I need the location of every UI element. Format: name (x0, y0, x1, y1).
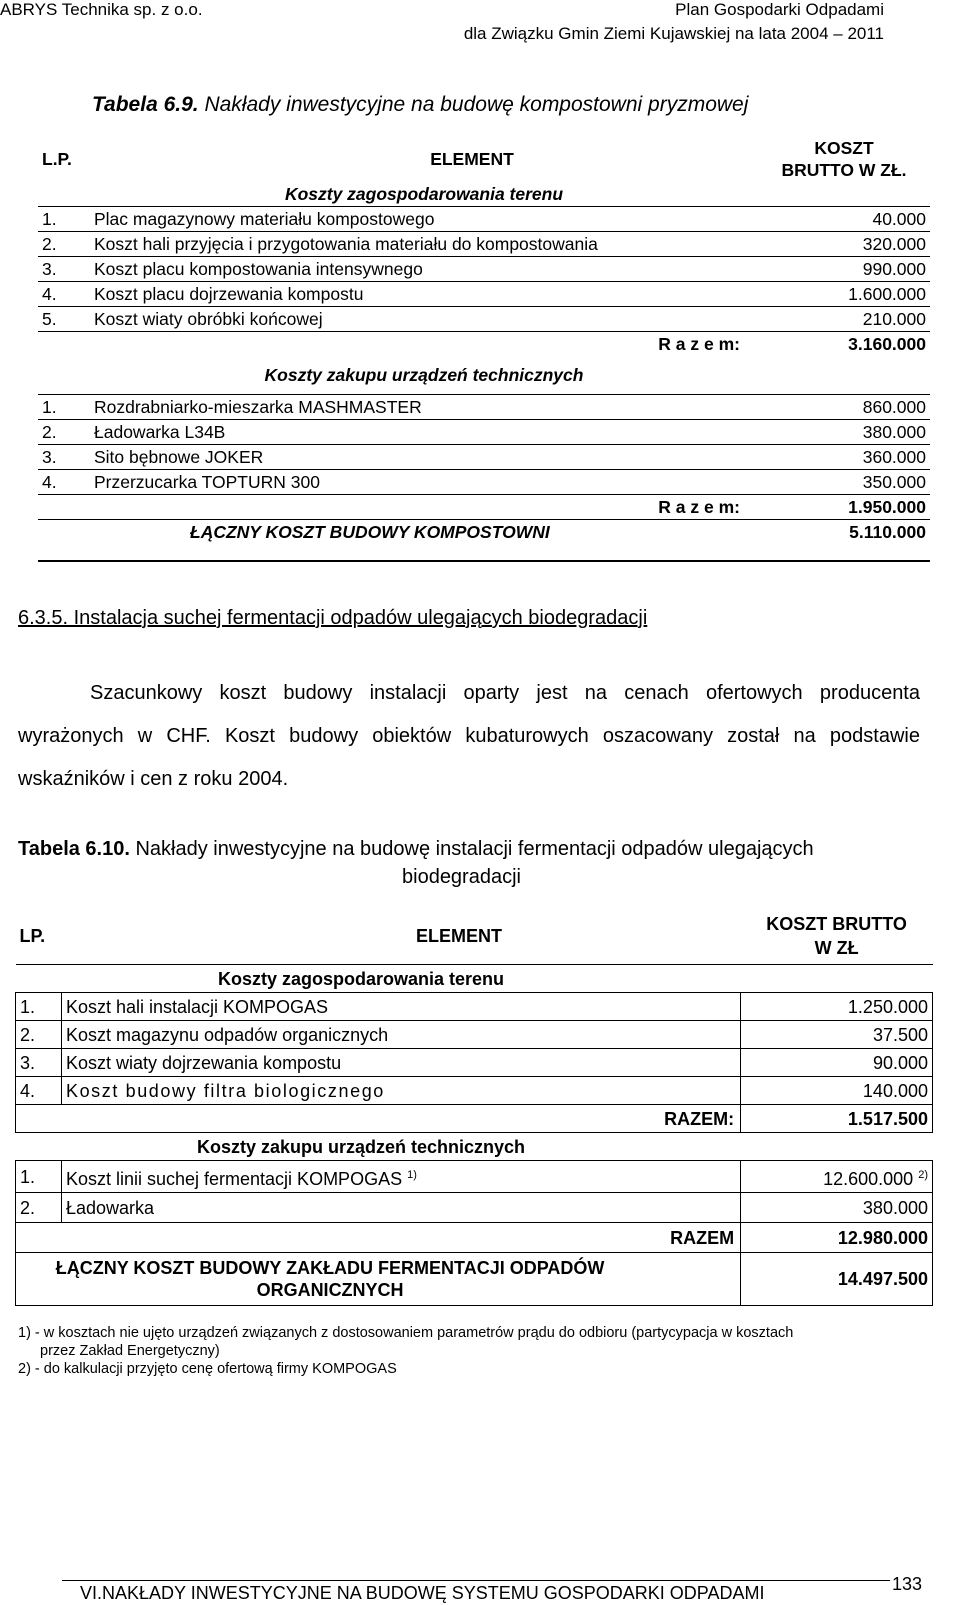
table1-caption-text: Nakłady inwestycyjne na budowę kompostowni pryzmowej (198, 93, 749, 116)
table2-caption (18, 835, 938, 891)
footnote-2: 2) - do kalkulacji przyjęto cenę ofertową firmy KOMPOGAS (18, 1361, 397, 1377)
table-row: 2. Ładowarka L34B 380.000 (38, 420, 930, 445)
table-row: 2. Ładowarka 380.000 (16, 1193, 933, 1223)
section-heading: 6.3.5. Instalacja suchej fermentacji odpadów ulegających biodegradacji (18, 607, 648, 629)
table1-sum2-label: R a z e m: (90, 495, 758, 520)
table2-total-row (16, 1253, 933, 1306)
table1-col-lp: L.P. (42, 149, 72, 169)
table1-col-cost-line1: KOSZT (814, 138, 874, 158)
table2-col-cost-line2: W ZŁ (814, 938, 859, 958)
page-number: 133 (892, 1574, 923, 1594)
table-row: 1. Plac magazynowy materiału kompostowego 40.000 (38, 207, 930, 232)
table-row: 4. Koszt budowy filtra biologicznego 140.000 (16, 1077, 933, 1105)
table1 (38, 136, 930, 544)
table-row: 1. Koszt hali instalacji KOMPOGAS 1.250.000 (16, 993, 933, 1021)
table2-col-element: ELEMENT (61, 908, 740, 965)
table-row: 4. Koszt placu dojrzewania kompostu 1.600.000 (38, 282, 930, 307)
table2-col-cost-line1: KOSZT BRUTTO (766, 914, 907, 934)
table2-total-label: ŁĄCZNY KOSZT BUDOWY ZAKŁADU FERMENTACJI ODPADÓW ORGANICZNYCH (16, 1253, 741, 1306)
table-row: 3. Koszt placu kompostowania intensywnego 990.000 (38, 257, 930, 282)
table1-section1-heading: Koszty zagospodarowania terenu (90, 182, 758, 207)
table-row: 2. Koszt magazynu odpadów organicznych 37.500 (16, 1021, 933, 1049)
table2-sum1-label: RAZEM: (16, 1105, 741, 1133)
table1-col-cost (758, 136, 930, 182)
header-company: ABRYS Technika sp. z o.o. (0, 0, 203, 19)
table2-caption-text2: biodegradacji (402, 866, 521, 888)
header-title: Plan Gospodarki Odpadami (675, 0, 884, 19)
table-row: 3. Sito bębnowe JOKER 360.000 (38, 445, 930, 470)
table1-total-label: ŁĄCZNY KOSZT BUDOWY KOMPOSTOWNI (190, 522, 550, 542)
footnotes (18, 1324, 943, 1378)
table-row: 2. Koszt hali przyjęcia i przygotowania materiału do kompostowania 320.000 (38, 232, 930, 257)
table-row: 1. Koszt linii suchej fermentacji KOMPOGAS $^{1)}$ 12.600.000 $^{2)}$ (16, 1161, 933, 1193)
table2-sum2-row (16, 1223, 933, 1253)
table1-sum1-value: 3.160.000 (848, 334, 926, 354)
table1-total-row (38, 520, 930, 545)
table-row: 3. Koszt wiaty dojrzewania kompostu 90.000 (16, 1049, 933, 1077)
header-subtitle: dla Związku Gmin Ziemi Kujawskiej na lata 2004 – 2011 (463, 24, 884, 43)
table1-sum2-value: 1.950.000 (758, 495, 930, 520)
table1-total-value: 5.110.000 (849, 522, 926, 542)
table2-col-cost (741, 908, 933, 965)
table2-total-value: 14.497.500 (741, 1253, 933, 1306)
table-row: 5. Koszt wiaty obróbki końcowej 210.000 (38, 307, 930, 332)
table2-section2-heading: Koszty zakupu urządzeń technicznych (16, 1133, 933, 1161)
table2-sum2-label: RAZEM (16, 1223, 741, 1253)
table-row: 1. Rozdrabniarko-mieszarka MASHMASTER 860.000 (38, 395, 930, 420)
table2 (15, 908, 933, 1306)
divider (38, 560, 930, 562)
table1-caption-label: Tabela 6.9. (92, 93, 199, 116)
table1-section2-heading: Koszty zakupu urządzeń technicznych (90, 356, 758, 395)
table2-sum1-row (16, 1105, 933, 1133)
table2-caption-text: Nakłady inwestycyjne na budowę instalacji fermentacji odpadów ulegających (129, 838, 814, 860)
footer-rule (62, 1580, 890, 1581)
table2-caption-label: Tabela 6.10. (18, 838, 130, 860)
table1-caption (92, 93, 748, 117)
table-row: 4. Przerzucarka TOPTURN 300 350.000 (38, 470, 930, 495)
footnote-1-cont: przez Zakład Energetyczny) (40, 1343, 220, 1359)
table2-sum2-value: 12.980.000 (741, 1223, 933, 1253)
footnote-1: 1) - w kosztach nie ujęto urządzeń związanych z dostosowaniem parametrów prądu do odbioru (partycypacja w kosztach (18, 1325, 794, 1341)
table2-col-lp: LP. (16, 908, 62, 965)
table2-sum1-value: 1.517.500 (741, 1105, 933, 1133)
table1-sum1-label: R a z e m: (658, 334, 740, 354)
table2-section1-heading: Koszty zagospodarowania terenu (16, 965, 933, 993)
table1-col-element: ELEMENT (430, 149, 514, 169)
table1-col-cost-line2: BRUTTO W ZŁ. (781, 160, 907, 180)
section-paragraph: Szacunkowy koszt budowy instalacji oparty jest na cenach ofertowych producenta wyrażonych w CHF. Koszt budowy obiektów kubaturowych oszacowany został na podstawie wskaźników i cen z roku 2004. (18, 682, 920, 790)
footer-title: VI.NAKŁADY INWESTYCYJNE NA BUDOWĘ SYSTEMU GOSPODARKI ODPADAMI (80, 1583, 765, 1603)
table1-sum2-row (38, 495, 930, 520)
table1-sum1-row (38, 332, 930, 357)
